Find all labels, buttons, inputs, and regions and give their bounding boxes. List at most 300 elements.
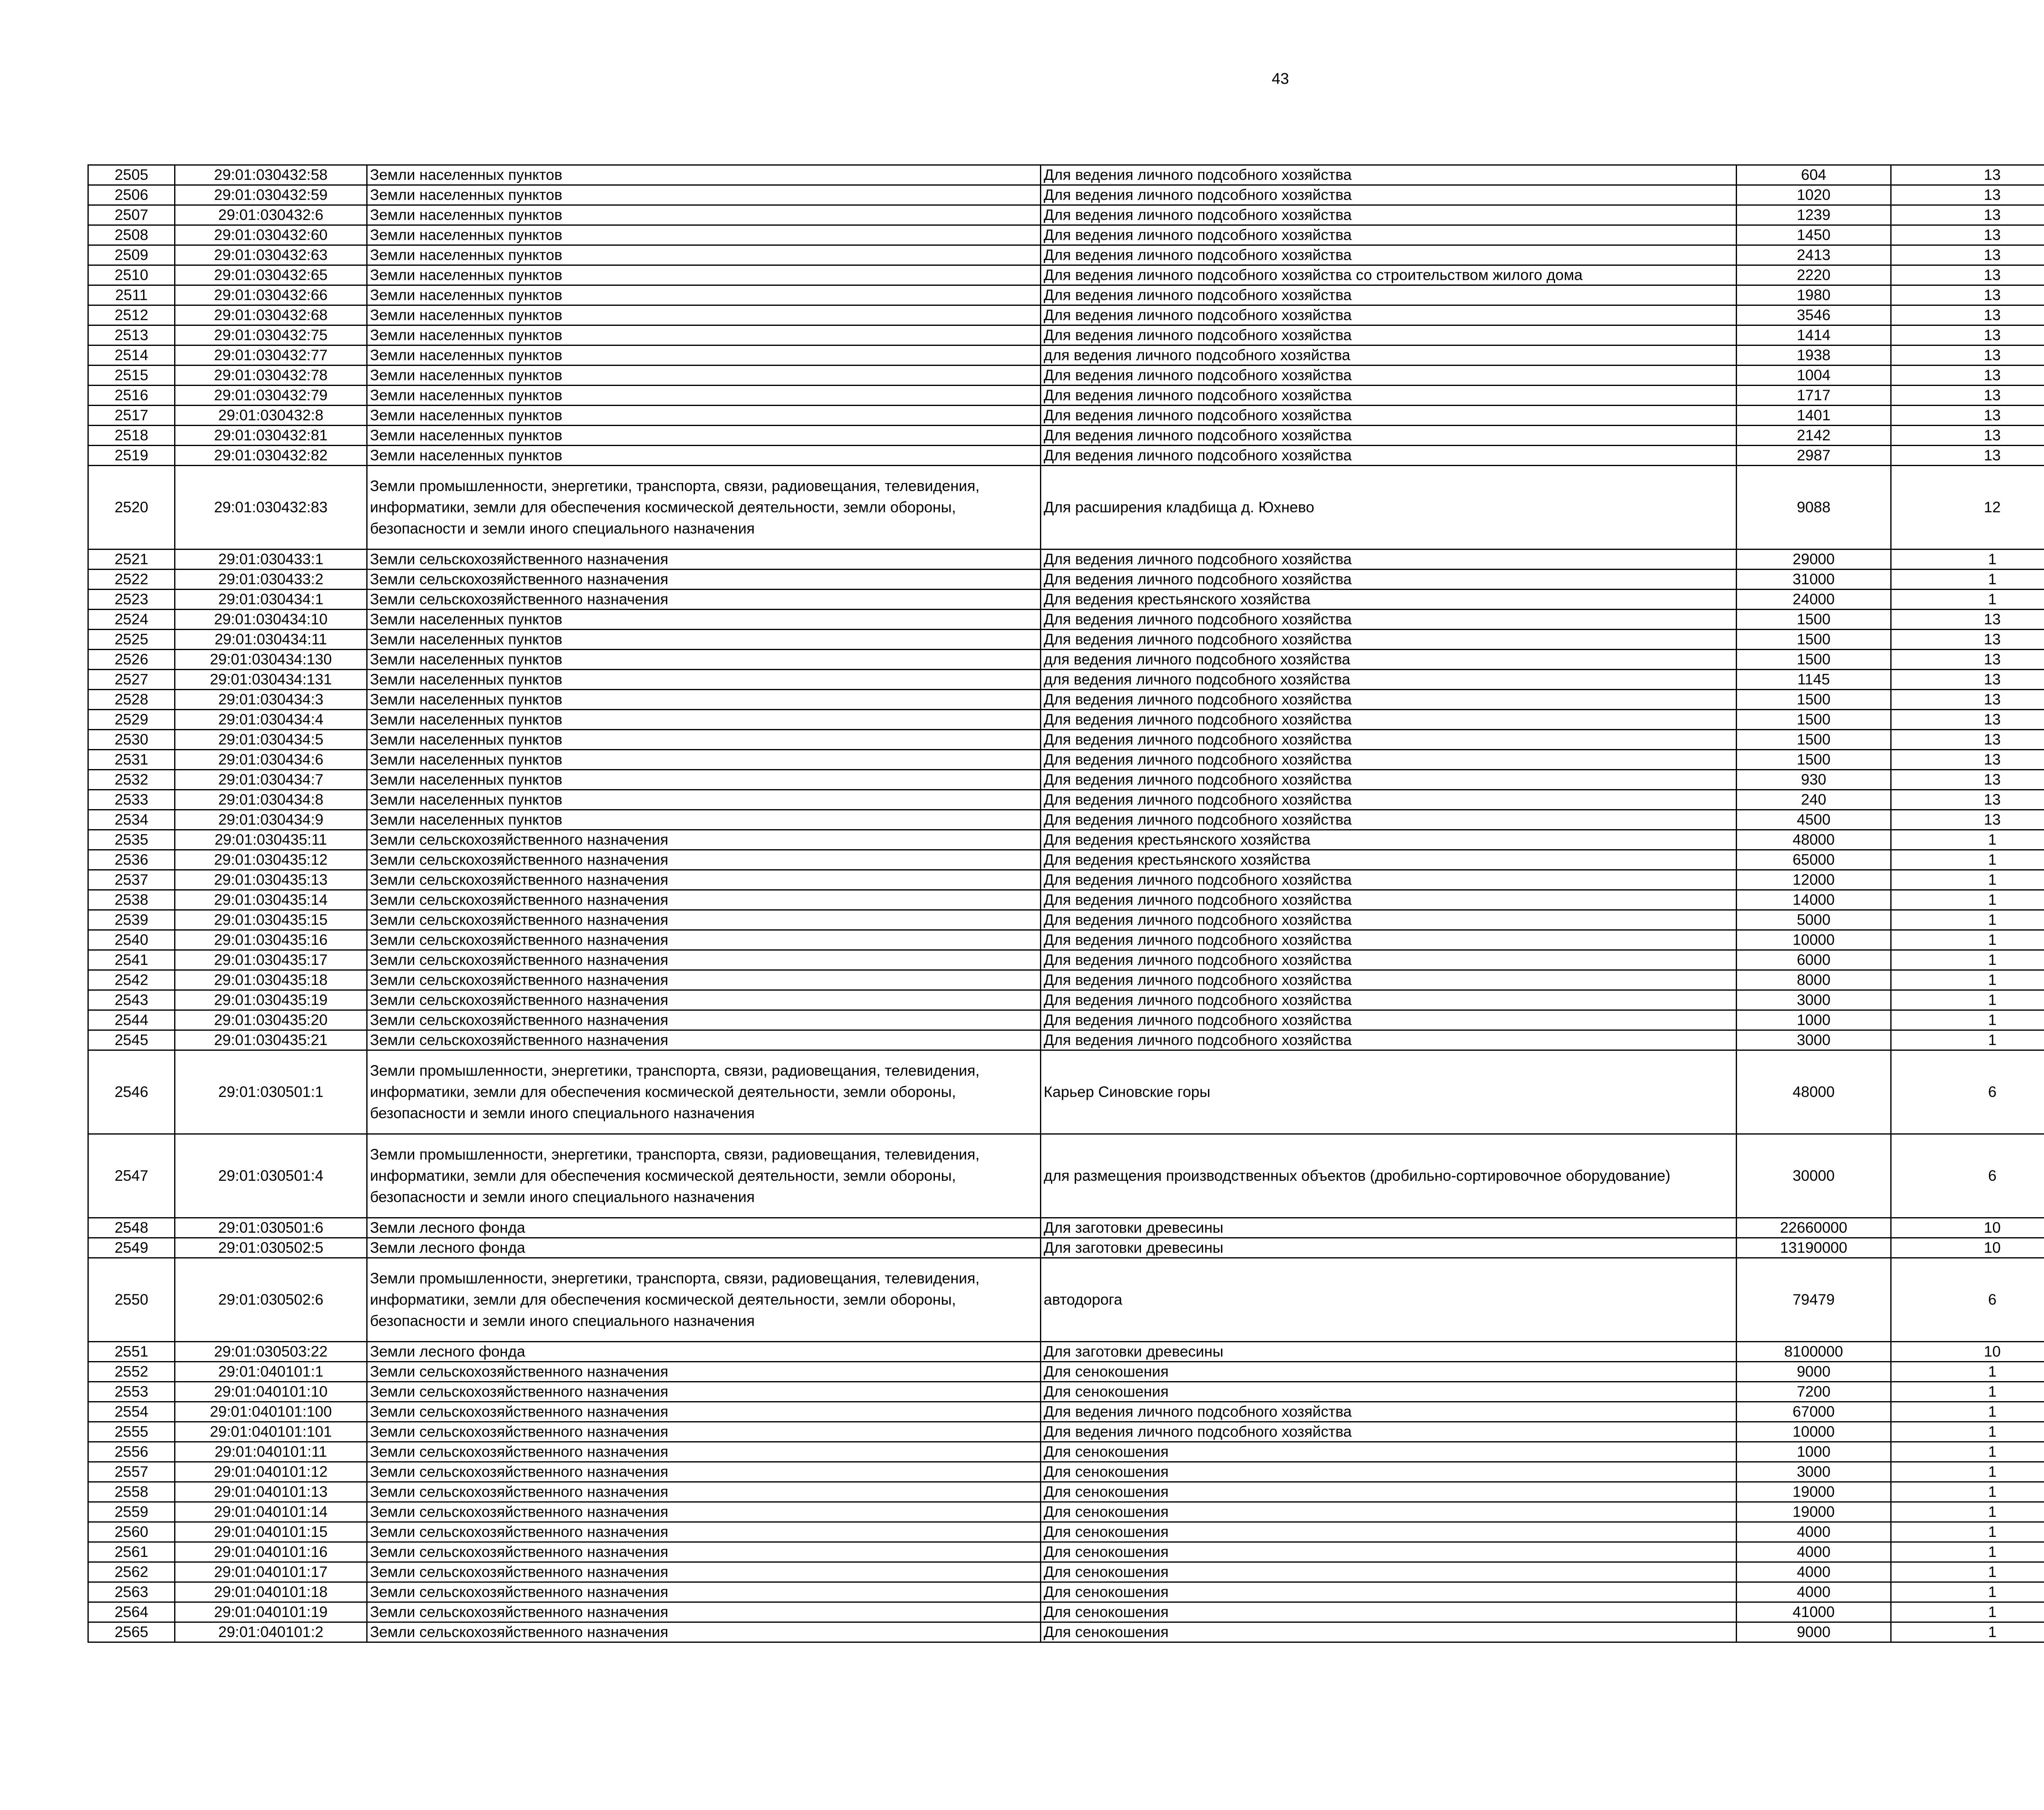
land-category-cell: Земли населенных пунктов (367, 426, 1041, 446)
permitted-use-cell: Для ведения личного подсобного хозяйства (1041, 426, 1737, 446)
land-category-cell: Земли населенных пунктов (367, 345, 1041, 366)
permitted-use-cell: Для ведения личного подсобного хозяйства (1041, 406, 1737, 426)
land-category-cell: Земли сельскохозяйственного назначения (367, 1562, 1041, 1582)
row-number-cell: 2506 (88, 185, 175, 205)
table-row (88, 1030, 2044, 1050)
table-row (88, 345, 2044, 366)
permitted-use-cell: Для ведения крестьянского хозяйства (1041, 850, 1737, 870)
cadastral-number-cell: 29:01:030435:20 (175, 1010, 367, 1030)
table-row (88, 870, 2044, 890)
cadastral-number-cell: 29:01:030435:15 (175, 910, 367, 930)
land-category-cell: Земли сельскохозяйственного назначения (367, 950, 1041, 970)
area-cell: 3000 (1737, 1462, 1891, 1482)
group-cell: 13 (1891, 165, 2044, 185)
row-number-cell: 2539 (88, 910, 175, 930)
area-cell: 1500 (1737, 730, 1891, 750)
cadastral-number-cell: 29:01:030432:63 (175, 245, 367, 265)
permitted-use-cell: Для ведения личного подсобного хозяйства (1041, 610, 1737, 630)
area-cell: 4000 (1737, 1562, 1891, 1582)
land-category-cell: Земли сельскохозяйственного назначения (367, 830, 1041, 850)
permitted-use-cell: Для ведения личного подсобного хозяйства (1041, 570, 1737, 590)
row-number-cell: 2518 (88, 426, 175, 446)
permitted-use-cell: Для ведения личного подсобного хозяйства (1041, 165, 1737, 185)
group-cell: 1 (1891, 990, 2044, 1010)
permitted-use-cell: Для ведения личного подсобного хозяйства (1041, 1010, 1737, 1030)
row-number-cell: 2519 (88, 446, 175, 466)
cadastral-number-cell: 29:01:040101:101 (175, 1422, 367, 1442)
land-category-cell: Земли сельскохозяйственного назначения (367, 1422, 1041, 1442)
area-cell: 67000 (1737, 1402, 1891, 1422)
group-cell: 13 (1891, 710, 2044, 730)
table-row (88, 366, 2044, 386)
group-cell: 1 (1891, 1602, 2044, 1622)
land-category-cell: Земли сельскохозяйственного назначения (367, 1462, 1041, 1482)
table-row (88, 750, 2044, 770)
land-category-cell: Земли населенных пунктов (367, 710, 1041, 730)
row-number-cell: 2541 (88, 950, 175, 970)
cadastral-number-cell: 29:01:030432:60 (175, 225, 367, 245)
group-cell: 13 (1891, 426, 2044, 446)
row-number-cell: 2505 (88, 165, 175, 185)
area-cell: 1004 (1737, 366, 1891, 386)
land-category-cell: Земли сельскохозяйственного назначения (367, 590, 1041, 610)
table-row (88, 890, 2044, 910)
row-number-cell: 2544 (88, 1010, 175, 1030)
permitted-use-cell: Для ведения личного подсобного хозяйства (1041, 990, 1737, 1010)
row-number-cell: 2548 (88, 1218, 175, 1238)
land-category-cell: Земли сельскохозяйственного назначения (367, 1010, 1041, 1030)
permitted-use-cell: Для ведения личного подсобного хозяйства (1041, 770, 1737, 790)
area-cell: 1717 (1737, 386, 1891, 406)
area-cell: 22660000 (1737, 1218, 1891, 1238)
table-row (88, 1562, 2044, 1582)
cadastral-number-cell: 29:01:030432:79 (175, 386, 367, 406)
table-row (88, 1362, 2044, 1382)
table-row (88, 466, 2044, 550)
area-cell: 1500 (1737, 750, 1891, 770)
table-row (88, 990, 2044, 1010)
group-cell: 1 (1891, 1442, 2044, 1462)
land-category-cell: Земли населенных пунктов (367, 205, 1041, 225)
cadastral-number-cell: 29:01:030435:11 (175, 830, 367, 850)
land-category-cell: Земли сельскохозяйственного назначения (367, 1382, 1041, 1402)
permitted-use-cell: Для сенокошения (1041, 1482, 1737, 1502)
land-category-cell: Земли сельскохозяйственного назначения (367, 970, 1041, 990)
table-row (88, 225, 2044, 245)
table-row (88, 670, 2044, 690)
land-category-cell: Земли населенных пунктов (367, 690, 1041, 710)
permitted-use-cell: Для ведения личного подсобного хозяйства (1041, 185, 1737, 205)
table-row (88, 325, 2044, 345)
row-number-cell: 2516 (88, 386, 175, 406)
group-cell: 13 (1891, 265, 2044, 285)
area-cell: 9000 (1737, 1362, 1891, 1382)
table-row (88, 770, 2044, 790)
row-number-cell: 2551 (88, 1342, 175, 1362)
cadastral-number-cell: 29:01:030434:4 (175, 710, 367, 730)
permitted-use-cell: Для ведения личного подсобного хозяйства (1041, 710, 1737, 730)
group-cell: 1 (1891, 910, 2044, 930)
row-number-cell: 2537 (88, 870, 175, 890)
area-cell: 1500 (1737, 610, 1891, 630)
cadastral-number-cell: 29:01:030432:58 (175, 165, 367, 185)
land-category-cell: Земли сельскохозяйственного назначения (367, 1442, 1041, 1462)
group-cell: 1 (1891, 1562, 2044, 1582)
cadastral-number-cell: 29:01:040101:19 (175, 1602, 367, 1622)
area-cell: 3000 (1737, 990, 1891, 1010)
row-number-cell: 2526 (88, 650, 175, 670)
group-cell: 13 (1891, 305, 2044, 325)
permitted-use-cell: Для ведения личного подсобного хозяйства (1041, 810, 1737, 830)
area-cell: 4000 (1737, 1542, 1891, 1562)
cadastral-number-cell: 29:01:030432:65 (175, 265, 367, 285)
permitted-use-cell: Для ведения личного подсобного хозяйства (1041, 1422, 1737, 1442)
permitted-use-cell: Для ведения личного подсобного хозяйства (1041, 205, 1737, 225)
row-number-cell: 2536 (88, 850, 175, 870)
table-row (88, 446, 2044, 466)
land-category-cell: Земли населенных пунктов (367, 406, 1041, 426)
table-row (88, 810, 2044, 830)
group-cell: 13 (1891, 770, 2044, 790)
cadastral-number-cell: 29:01:030434:10 (175, 610, 367, 630)
permitted-use-cell: Для ведения личного подсобного хозяйства (1041, 870, 1737, 890)
group-cell: 13 (1891, 325, 2044, 345)
cadastral-number-cell: 29:01:030434:8 (175, 790, 367, 810)
land-category-cell: Земли сельскохозяйственного назначения (367, 1482, 1041, 1502)
land-category-cell: Земли сельскохозяйственного назначения (367, 1362, 1041, 1382)
cadastral-number-cell: 29:01:030501:4 (175, 1134, 367, 1218)
row-number-cell: 2533 (88, 790, 175, 810)
table-row (88, 406, 2044, 426)
row-number-cell: 2563 (88, 1582, 175, 1602)
area-cell: 48000 (1737, 830, 1891, 850)
land-category-cell: Земли населенных пунктов (367, 245, 1041, 265)
row-number-cell: 2559 (88, 1502, 175, 1522)
cadastral-number-cell: 29:01:040101:10 (175, 1382, 367, 1402)
table-row (88, 570, 2044, 590)
group-cell: 12 (1891, 466, 2044, 550)
cadastral-number-cell: 29:01:030432:8 (175, 406, 367, 426)
table-row (88, 1050, 2044, 1134)
permitted-use-cell: Для ведения личного подсобного хозяйства со строительством жилого дома (1041, 265, 1737, 285)
table-row (88, 1582, 2044, 1602)
table-row (88, 710, 2044, 730)
land-category-cell: Земли сельскохозяйственного назначения (367, 910, 1041, 930)
area-cell: 5000 (1737, 910, 1891, 930)
cadastral-number-cell: 29:01:030502:6 (175, 1258, 367, 1342)
row-number-cell: 2560 (88, 1522, 175, 1542)
area-cell: 19000 (1737, 1502, 1891, 1522)
table-row (88, 1442, 2044, 1462)
permitted-use-cell: Для ведения личного подсобного хозяйства (1041, 970, 1737, 990)
land-category-cell: Земли промышленности, энергетики, транспорта, связи, радиовещания, телевидения, информатики, земли для обеспечения космической деятельности, земли обороны, безопасности и земли иного специального назначения (367, 1134, 1041, 1218)
cadastral-number-cell: 29:01:040101:11 (175, 1442, 367, 1462)
land-category-cell: Земли населенных пунктов (367, 790, 1041, 810)
group-cell: 13 (1891, 205, 2044, 225)
group-cell: 13 (1891, 790, 2044, 810)
permitted-use-cell: для размещения производственных объектов (дробильно-сортировочное оборудование) (1041, 1134, 1737, 1218)
area-cell: 29000 (1737, 550, 1891, 570)
permitted-use-cell: Для ведения личного подсобного хозяйства (1041, 366, 1737, 386)
table-row (88, 790, 2044, 810)
group-cell: 10 (1891, 1238, 2044, 1258)
row-number-cell: 2558 (88, 1482, 175, 1502)
cadastral-number-cell: 29:01:030432:68 (175, 305, 367, 325)
row-number-cell: 2531 (88, 750, 175, 770)
permitted-use-cell: Для сенокошения (1041, 1622, 1737, 1642)
row-number-cell: 2557 (88, 1462, 175, 1482)
cadastral-number-cell: 29:01:030432:78 (175, 366, 367, 386)
group-cell: 13 (1891, 406, 2044, 426)
land-category-cell: Земли лесного фонда (367, 1218, 1041, 1238)
land-category-cell: Земли населенных пунктов (367, 366, 1041, 386)
permitted-use-cell: Для ведения личного подсобного хозяйства (1041, 245, 1737, 265)
row-number-cell: 2540 (88, 930, 175, 950)
area-cell: 9000 (1737, 1622, 1891, 1642)
land-category-cell: Земли населенных пунктов (367, 225, 1041, 245)
group-cell: 1 (1891, 1030, 2044, 1050)
permitted-use-cell: Для расширения кладбища д. Юхнево (1041, 466, 1737, 550)
permitted-use-cell: Для ведения личного подсобного хозяйства (1041, 225, 1737, 245)
area-cell: 1938 (1737, 345, 1891, 366)
cadastral-number-cell: 29:01:040101:12 (175, 1462, 367, 1482)
group-cell: 1 (1891, 890, 2044, 910)
row-number-cell: 2538 (88, 890, 175, 910)
area-cell: 1145 (1737, 670, 1891, 690)
permitted-use-cell: Для ведения крестьянского хозяйства (1041, 830, 1737, 850)
permitted-use-cell: Для ведения личного подсобного хозяйства (1041, 730, 1737, 750)
area-cell: 41000 (1737, 1602, 1891, 1622)
group-cell: 1 (1891, 1542, 2044, 1562)
land-category-cell: Земли сельскохозяйственного назначения (367, 550, 1041, 570)
table-row (88, 910, 2044, 930)
row-number-cell: 2521 (88, 550, 175, 570)
area-cell: 8000 (1737, 970, 1891, 990)
area-cell: 1020 (1737, 185, 1891, 205)
land-category-cell: Земли сельскохозяйственного назначения (367, 570, 1041, 590)
area-cell: 1500 (1737, 650, 1891, 670)
table-row (88, 590, 2044, 610)
group-cell: 1 (1891, 550, 2044, 570)
row-number-cell: 2546 (88, 1050, 175, 1134)
area-cell: 7200 (1737, 1382, 1891, 1402)
table-row (88, 185, 2044, 205)
row-number-cell: 2562 (88, 1562, 175, 1582)
table-row (88, 386, 2044, 406)
permitted-use-cell: Для ведения личного подсобного хозяйства (1041, 750, 1737, 770)
row-number-cell: 2514 (88, 345, 175, 366)
cadastral-number-cell: 29:01:040101:15 (175, 1522, 367, 1542)
group-cell: 13 (1891, 225, 2044, 245)
cadastral-number-cell: 29:01:030435:18 (175, 970, 367, 990)
table-row (88, 165, 2044, 185)
table-row (88, 285, 2044, 305)
area-cell: 12000 (1737, 870, 1891, 890)
group-cell: 1 (1891, 1622, 2044, 1642)
table-row (88, 1342, 2044, 1362)
table-row (88, 426, 2044, 446)
area-cell: 10000 (1737, 1422, 1891, 1442)
group-cell: 1 (1891, 870, 2044, 890)
group-cell: 1 (1891, 1402, 2044, 1422)
cadastral-number-cell: 29:01:040101:1 (175, 1362, 367, 1382)
land-category-cell: Земли населенных пунктов (367, 325, 1041, 345)
area-cell: 19000 (1737, 1482, 1891, 1502)
land-category-cell: Земли сельскохозяйственного назначения (367, 990, 1041, 1010)
group-cell: 6 (1891, 1134, 2044, 1218)
cadastral-number-cell: 29:01:030432:6 (175, 205, 367, 225)
permitted-use-cell: Для сенокошения (1041, 1362, 1737, 1382)
permitted-use-cell: Для сенокошения (1041, 1562, 1737, 1582)
permitted-use-cell: Для ведения личного подсобного хозяйства (1041, 1030, 1737, 1050)
row-number-cell: 2515 (88, 366, 175, 386)
cadastral-number-cell: 29:01:040101:13 (175, 1482, 367, 1502)
row-number-cell: 2522 (88, 570, 175, 590)
row-number-cell: 2535 (88, 830, 175, 850)
cadastral-number-cell: 29:01:030435:21 (175, 1030, 367, 1050)
cadastral-number-cell: 29:01:030435:14 (175, 890, 367, 910)
row-number-cell: 2556 (88, 1442, 175, 1462)
group-cell: 1 (1891, 570, 2044, 590)
land-category-cell: Земли населенных пунктов (367, 730, 1041, 750)
row-number-cell: 2550 (88, 1258, 175, 1342)
permitted-use-cell: Карьер Синовские горы (1041, 1050, 1737, 1134)
row-number-cell: 2555 (88, 1422, 175, 1442)
cadastral-number-cell: 29:01:030434:7 (175, 770, 367, 790)
area-cell: 30000 (1737, 1134, 1891, 1218)
land-category-cell: Земли промышленности, энергетики, транспорта, связи, радиовещания, телевидения, информатики, земли для обеспечения космической деятельности, земли обороны, безопасности и земли иного специального назначения (367, 1258, 1041, 1342)
table-row (88, 1602, 2044, 1622)
table-row (88, 1382, 2044, 1402)
row-number-cell: 2564 (88, 1602, 175, 1622)
group-cell: 1 (1891, 830, 2044, 850)
land-category-cell: Земли населенных пунктов (367, 810, 1041, 830)
group-cell: 13 (1891, 730, 2044, 750)
area-cell: 1239 (1737, 205, 1891, 225)
group-cell: 13 (1891, 245, 2044, 265)
group-cell: 13 (1891, 810, 2044, 830)
permitted-use-cell: Для ведения личного подсобного хозяйства (1041, 790, 1737, 810)
table-row (88, 850, 2044, 870)
cadastral-number-cell: 29:01:030433:2 (175, 570, 367, 590)
area-cell: 8100000 (1737, 1342, 1891, 1362)
row-number-cell: 2508 (88, 225, 175, 245)
cadastral-number-cell: 29:01:030434:6 (175, 750, 367, 770)
table-row (88, 305, 2044, 325)
land-category-cell: Земли населенных пунктов (367, 185, 1041, 205)
group-cell: 1 (1891, 930, 2044, 950)
land-category-cell: Земли лесного фонда (367, 1238, 1041, 1258)
permitted-use-cell: Для сенокошения (1041, 1502, 1737, 1522)
cadastral-number-cell: 29:01:040101:17 (175, 1562, 367, 1582)
row-number-cell: 2528 (88, 690, 175, 710)
permitted-use-cell: Для сенокошения (1041, 1542, 1737, 1562)
table-row (88, 1422, 2044, 1442)
permitted-use-cell: Для заготовки древесины (1041, 1218, 1737, 1238)
permitted-use-cell: Для сенокошения (1041, 1522, 1737, 1542)
table-row (88, 650, 2044, 670)
table-row (88, 610, 2044, 630)
cadastral-number-cell: 29:01:030432:81 (175, 426, 367, 446)
land-category-cell: Земли сельскохозяйственного назначения (367, 1622, 1041, 1642)
cadastral-number-cell: 29:01:030503:22 (175, 1342, 367, 1362)
group-cell: 1 (1891, 1522, 2044, 1542)
row-number-cell: 2554 (88, 1402, 175, 1422)
cadastral-number-cell: 29:01:040101:16 (175, 1542, 367, 1562)
cadastral-number-cell: 29:01:030501:6 (175, 1218, 367, 1238)
group-cell: 10 (1891, 1218, 2044, 1238)
cadastral-number-cell: 29:01:030434:3 (175, 690, 367, 710)
table-row (88, 1542, 2044, 1562)
land-category-cell: Земли населенных пунктов (367, 165, 1041, 185)
land-category-cell: Земли сельскохозяйственного назначения (367, 1522, 1041, 1542)
permitted-use-cell: Для сенокошения (1041, 1442, 1737, 1462)
group-cell: 13 (1891, 670, 2044, 690)
area-cell: 31000 (1737, 570, 1891, 590)
land-category-cell: Земли населенных пунктов (367, 670, 1041, 690)
area-cell: 1000 (1737, 1010, 1891, 1030)
row-number-cell: 2549 (88, 1238, 175, 1258)
area-cell: 3000 (1737, 1030, 1891, 1050)
area-cell: 24000 (1737, 590, 1891, 610)
table-row (88, 630, 2044, 650)
area-cell: 930 (1737, 770, 1891, 790)
group-cell: 1 (1891, 850, 2044, 870)
area-cell: 1450 (1737, 225, 1891, 245)
permitted-use-cell: Для ведения личного подсобного хозяйства (1041, 446, 1737, 466)
table-body (88, 165, 2044, 1642)
area-cell: 13190000 (1737, 1238, 1891, 1258)
row-number-cell: 2517 (88, 406, 175, 426)
permitted-use-cell: Для ведения крестьянского хозяйства (1041, 590, 1737, 610)
table-row (88, 730, 2044, 750)
group-cell: 13 (1891, 750, 2044, 770)
land-category-cell: Земли сельскохозяйственного назначения (367, 1542, 1041, 1562)
row-number-cell: 2523 (88, 590, 175, 610)
group-cell: 13 (1891, 630, 2044, 650)
land-category-cell: Земли промышленности, энергетики, транспорта, связи, радиовещания, телевидения, информатики, земли для обеспечения космической деятельности, земли обороны, безопасности и земли иного специального назначения (367, 466, 1041, 550)
table-row (88, 1462, 2044, 1482)
area-cell: 48000 (1737, 1050, 1891, 1134)
area-cell: 4000 (1737, 1522, 1891, 1542)
land-category-cell: Земли промышленности, энергетики, транспорта, связи, радиовещания, телевидения, информатики, земли для обеспечения космической деятельности, земли обороны, безопасности и земли иного специального назначения (367, 1050, 1041, 1134)
table-row (88, 1622, 2044, 1642)
land-category-cell: Земли населенных пунктов (367, 650, 1041, 670)
land-category-cell: Земли населенных пунктов (367, 386, 1041, 406)
land-category-cell: Земли населенных пунктов (367, 446, 1041, 466)
land-category-cell: Земли населенных пунктов (367, 610, 1041, 630)
group-cell: 10 (1891, 1342, 2044, 1362)
land-category-cell: Земли сельскохозяйственного назначения (367, 850, 1041, 870)
row-number-cell: 2527 (88, 670, 175, 690)
area-cell: 65000 (1737, 850, 1891, 870)
cadastral-number-cell: 29:01:030432:75 (175, 325, 367, 345)
group-cell: 13 (1891, 366, 2044, 386)
permitted-use-cell: Для ведения личного подсобного хозяйства (1041, 1402, 1737, 1422)
row-number-cell: 2543 (88, 990, 175, 1010)
row-number-cell: 2511 (88, 285, 175, 305)
row-number-cell: 2565 (88, 1622, 175, 1642)
land-category-cell: Земли населенных пунктов (367, 630, 1041, 650)
row-number-cell: 2552 (88, 1362, 175, 1382)
table-row (88, 1502, 2044, 1522)
row-number-cell: 2553 (88, 1382, 175, 1402)
land-registry-table (87, 164, 2044, 1643)
group-cell: 13 (1891, 610, 2044, 630)
group-cell: 1 (1891, 950, 2044, 970)
row-number-cell: 2512 (88, 305, 175, 325)
permitted-use-cell: Для ведения личного подсобного хозяйства (1041, 305, 1737, 325)
